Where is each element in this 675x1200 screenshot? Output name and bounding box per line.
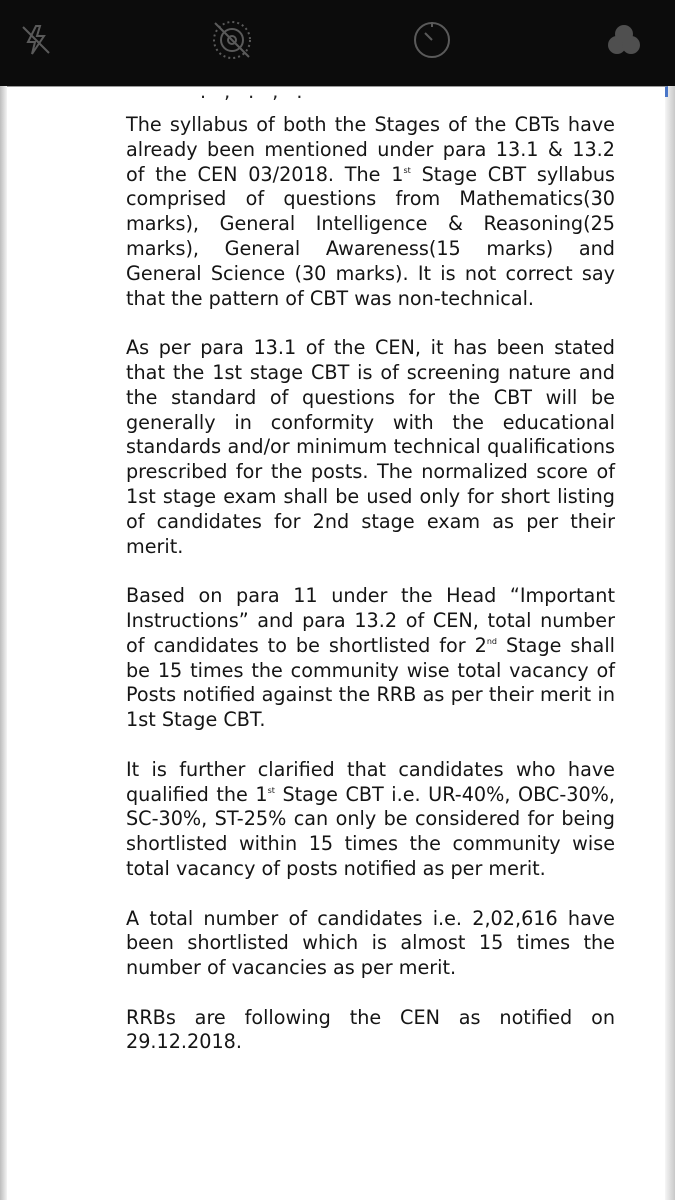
paragraph-shortlisting: Based on para 11 under the Head “Important Instructions” and para 13.2 of CEN, total number of candidates to be shortlisted for 2nd Stage shall be 15 times the community wise total vacancy of Posts notified against the RRB as per their merit in 1st Stage CBT. <box>126 584 615 732</box>
cut-off-text-line: . , . , . <box>200 88 309 102</box>
live-photo-off-icon[interactable] <box>208 16 256 64</box>
paragraph-screening: As per para 13.1 of the CEN, it has been stated that the 1st stage CBT is of screening nature and the standard of questions for the CBT will be generally in conformity with the educational standards and/or minimum technical qualifications prescribed for the posts. The normalized score of 1st stage exam shall be used only for short listing of candidates for 2nd stage exam as per their merit. <box>126 336 615 558</box>
paragraph-total-candidates: A total number of candidates i.e. 2,02,616 have been shortlisted which is almost 15 times the number of vacancies as per merit. <box>126 906 615 980</box>
document-body <box>126 113 615 1080</box>
camera-toolbar <box>0 0 675 86</box>
flash-off-icon[interactable] <box>12 16 60 64</box>
page-edge-left <box>0 86 7 1200</box>
page-edge-right <box>665 86 675 1200</box>
timer-icon[interactable] <box>408 16 456 64</box>
paragraph-syllabus: The syllabus of both the Stages of the CBTs have already been mentioned under para 13.1 & 13.2 of the CEN 03/2018. The 1st Stage CBT syllabus comprised of questions from Mathematics(30 marks), General Intelligence & Reasoning(25 marks), General Awareness(15 marks) and General Science (30 marks). It is not correct say that the pattern of CBT was non-technical. <box>126 113 615 310</box>
paragraph-rrb-cen: RRBs are following the CEN as notified on 29.12.2018. <box>126 1005 615 1054</box>
filters-icon[interactable] <box>600 16 648 64</box>
paragraph-qualifying-marks: It is further clarified that candidates who have qualified the 1st Stage CBT i.e. UR-40%, OBC-30%, SC-30%, ST-25% can only be considered for being shortlisted within 15 times the community wise total vacancy of posts notified as per merit. <box>126 757 615 880</box>
